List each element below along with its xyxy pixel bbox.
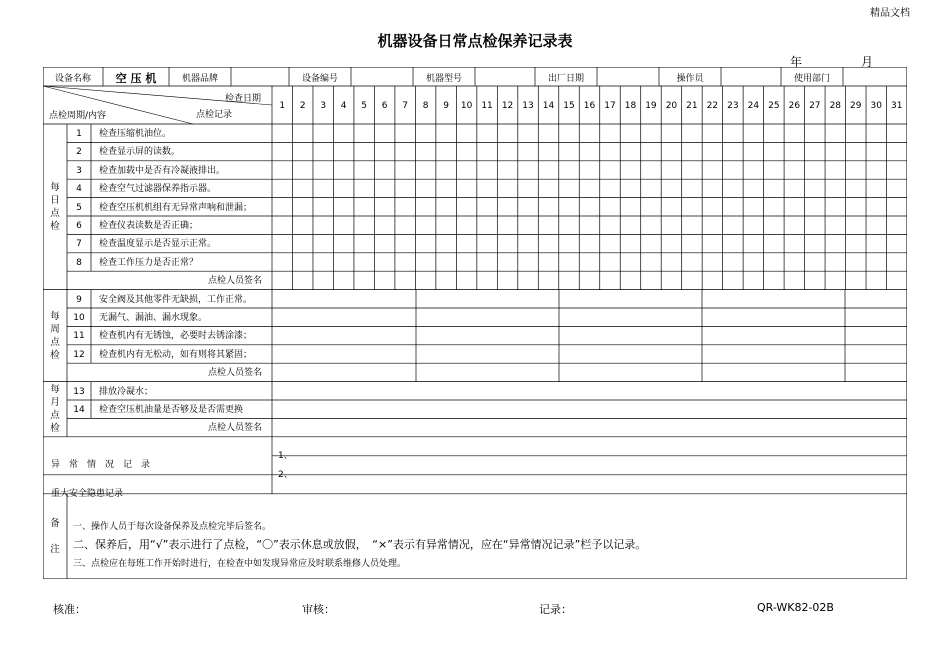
day-number-5: 5 <box>361 101 368 111</box>
daily-item-no-7: 7 <box>76 239 82 250</box>
day-number-31: 31 <box>891 101 903 111</box>
weekly-section-label: 每 周 点 检 <box>50 310 60 361</box>
daily-item-text-3: 检查加载中是否有冷凝液排出。 <box>99 165 226 176</box>
day-number-21: 21 <box>686 101 698 111</box>
monthly-item-text-14: 检查空压机油量是否够及是否需更换 <box>99 405 244 415</box>
day-number-7: 7 <box>402 101 408 111</box>
device-name-value: 空 压 机 <box>115 72 157 85</box>
day-number-23: 23 <box>727 101 739 111</box>
form-code: QR-WK82-02B <box>757 601 834 614</box>
remark-line-1: 一、操作人员于每次设备保养及点检完毕后签名。 <box>73 522 272 532</box>
daily-section-label: 每 日 点 检 <box>50 181 60 232</box>
day-number-24: 24 <box>747 101 760 111</box>
daily-item-text-4: 检查空气过滤器保养指示器。 <box>99 184 217 195</box>
day-number-17: 17 <box>604 101 616 111</box>
weekly-item-text-12: 检查机内有无松动，如有则将其紧固； <box>99 349 253 360</box>
device-name-label: 设备名称 <box>54 74 91 84</box>
model-label: 机器型号 <box>425 74 462 84</box>
abnormal-label: 异 常 情 况 记 录 <box>51 460 151 470</box>
table-grid <box>43 67 907 579</box>
monthly-item-text-13: 排放冷凝水； <box>99 386 154 397</box>
day-number-25: 25 <box>768 101 780 111</box>
brand-label: 机器品牌 <box>181 74 218 84</box>
operator-label: 操作员 <box>676 74 704 84</box>
weekly-item-no-11: 11 <box>73 331 85 342</box>
day-number-22: 22 <box>706 101 719 111</box>
review-label: 审核： <box>302 603 335 616</box>
day-number-19: 19 <box>645 101 657 111</box>
day-number-16: 16 <box>583 101 596 111</box>
weekly-item-text-9: 安全阀及其他零件无缺损，工作正常。 <box>99 294 253 305</box>
monthly-sign-label: 点检人员签名 <box>207 423 262 434</box>
inspection-record-label: 点检记录 <box>196 110 233 120</box>
remark-line-2: 二、保养后，用“√”表示进行了点检，“〇”表示休息或放假， “×”表示有异常情况，应在“异常情况记录”栏予以记录。 <box>73 538 647 551</box>
weekly-item-no-9: 9 <box>76 294 82 305</box>
day-number-13: 13 <box>522 101 534 111</box>
day-number-3: 3 <box>320 101 327 111</box>
daily-item-text-8: 检查工作压力是否正常？ <box>99 257 199 268</box>
watermark-text: 精品文档 <box>870 8 910 19</box>
weekly-sign-label: 点检人员签名 <box>207 368 262 379</box>
daily-item-no-4: 4 <box>76 184 82 195</box>
weekly-item-text-10: 无漏气、漏油、漏水现象。 <box>99 313 208 323</box>
day-number-26: 26 <box>788 101 801 111</box>
remarks-label: 备 注 <box>50 517 60 555</box>
daily-item-no-6: 6 <box>76 221 82 231</box>
day-number-29: 29 <box>850 101 862 111</box>
daily-item-no-3: 3 <box>76 165 82 176</box>
day-number-27: 27 <box>809 101 821 111</box>
weekly-item-no-10: 10 <box>73 313 85 323</box>
day-number-4: 4 <box>340 101 347 111</box>
abnormal-line-2: 2、 <box>278 470 293 480</box>
record-label: 记录： <box>539 603 572 616</box>
day-number-12: 12 <box>501 101 514 111</box>
day-number-18: 18 <box>624 101 637 111</box>
monthly-item-no-14: 14 <box>73 405 85 415</box>
monthly-section-label: 每 月 点 检 <box>50 384 60 435</box>
day-number-28: 28 <box>829 101 842 111</box>
abnormal-line-1: 1、 <box>278 451 293 461</box>
factory-date-label: 出厂日期 <box>547 74 584 84</box>
daily-item-no-5: 5 <box>76 202 82 213</box>
weekly-item-text-11: 检查机内有无锈蚀，必要时去锈涂漆； <box>99 331 253 342</box>
page-title: 机器设备日常点检保养记录表 <box>377 32 573 50</box>
dept-label: 使用部门 <box>793 74 830 84</box>
monthly-item-no-13: 13 <box>73 386 85 397</box>
day-number-11: 11 <box>481 101 493 111</box>
daily-item-text-6: 检查仪表读数是否正确； <box>99 221 199 231</box>
device-no-label: 设备编号 <box>301 74 338 84</box>
daily-item-no-1: 1 <box>76 129 82 139</box>
day-number-14: 14 <box>542 101 555 111</box>
day-number-1: 1 <box>279 101 286 111</box>
daily-item-text-1: 检查压缩机油位。 <box>99 129 172 139</box>
daily-item-text-2: 检查显示屏的读数。 <box>99 147 181 158</box>
hazard-label: 重大安全隐患记录 <box>51 489 124 499</box>
day-number-10: 10 <box>460 101 473 111</box>
day-number-8: 8 <box>422 101 429 111</box>
inspection-sheet <box>43 67 907 579</box>
daily-item-text-7: 检查温度显示是否显示正常。 <box>99 239 217 250</box>
weekly-item-no-12: 12 <box>73 349 85 360</box>
cycle-content-label: 点检周期/内容 <box>49 111 107 121</box>
day-number-15: 15 <box>563 101 575 111</box>
year-label: 年 <box>790 55 803 69</box>
check-date-label: 检查日期 <box>225 94 262 104</box>
remark-line-3: 三、点检应在每班工作开始时进行，在检查中如发现异常应及时联系维修人员处理。 <box>73 559 407 569</box>
day-number-2: 2 <box>299 101 306 111</box>
day-number-30: 30 <box>870 101 882 111</box>
daily-item-no-8: 8 <box>76 257 82 268</box>
month-label: 月 <box>861 55 874 69</box>
day-number-6: 6 <box>381 101 388 111</box>
daily-item-text-5: 检查空压机机组有无异常声响和泄漏； <box>99 202 253 213</box>
daily-item-no-2: 2 <box>76 147 82 158</box>
day-number-20: 20 <box>665 101 678 111</box>
daily-sign-label: 点检人员签名 <box>207 276 262 287</box>
day-number-9: 9 <box>443 101 449 111</box>
approve-label: 核准： <box>53 603 86 616</box>
